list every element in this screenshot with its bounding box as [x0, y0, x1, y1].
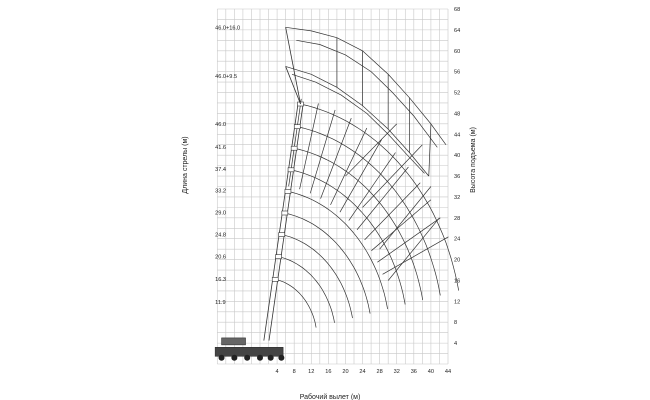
crane-chassis [215, 347, 283, 356]
boom-arc [282, 235, 353, 319]
x-tick-label: 12 [308, 369, 315, 375]
y-tick-label: 24 [454, 236, 461, 243]
jib-spoke [429, 124, 431, 176]
boom-length-label: 24.8 [215, 232, 227, 239]
y-tick-label: 60 [454, 48, 461, 55]
boom-section-joint [288, 168, 294, 172]
boom-section-joint [291, 146, 297, 150]
boom-length-label: 20.6 [215, 254, 227, 261]
boom-section-joint [272, 277, 278, 281]
boom-length-label: 33.2 [215, 188, 227, 195]
crane-wheel [219, 355, 225, 361]
y-tick-label: 8 [454, 320, 458, 327]
x-tick-label: 44 [444, 369, 452, 375]
y-tick-label: 68 [454, 7, 461, 13]
boom-angle-ray [289, 99, 302, 186]
crane-wheel [257, 355, 263, 361]
x-tick-label: 28 [376, 369, 383, 375]
boom-angle-ray [331, 128, 367, 205]
jib-curve [286, 66, 429, 176]
boom-section-joint [279, 233, 285, 237]
boom-length-label: 46.0+16.0 [215, 25, 241, 32]
x-tick-label: 8 [292, 369, 296, 375]
boom-arc [279, 257, 335, 323]
y-tick-label: 12 [454, 299, 461, 306]
y-axis-label-left: Длина стрелы (м) [182, 136, 189, 194]
y-tick-label: 56 [454, 69, 461, 76]
boom-length-label: 29.0 [215, 210, 227, 217]
boom-angle-ray [365, 183, 421, 240]
boom-angle-ray [383, 237, 449, 275]
y-tick-label: 4 [454, 341, 458, 348]
y-axis-ticks [454, 7, 460, 347]
x-tick-label: 36 [410, 369, 417, 375]
x-tick-label: 16 [325, 369, 332, 375]
y-axis-label-right: Высота подъема (м) [470, 127, 477, 193]
crane-cab [222, 338, 246, 345]
y-tick-label: 28 [454, 215, 461, 222]
boom-length-label: 16.3 [215, 276, 227, 283]
boom-length-label: 11.9 [215, 299, 226, 306]
crane-boom [264, 27, 304, 340]
boom-length-label: 41.6 [215, 144, 227, 151]
y-tick-label: 20 [454, 257, 461, 264]
y-tick-label: 16 [454, 278, 461, 285]
crane-wheel [278, 355, 284, 361]
jib-curve [296, 40, 437, 147]
x-axis-label: Рабочий вылет (м) [299, 394, 361, 400]
y-tick-label: 52 [454, 90, 461, 97]
y-tick-label: 48 [454, 111, 461, 118]
x-tick-label: 24 [359, 369, 366, 375]
y-tick-label: 36 [454, 174, 461, 181]
boom-section-joint [276, 255, 282, 259]
x-tick-label: 32 [393, 369, 400, 375]
boom-length-label: 46.0 [215, 121, 227, 128]
boom-arc [275, 279, 316, 327]
boom-length-label: 46.0+9.5 [215, 73, 238, 80]
crane-wheel [231, 355, 237, 361]
x-tick-label: 4 [275, 369, 279, 375]
grid [217, 9, 448, 364]
crane-wheel [244, 355, 250, 361]
boom-rail-left [264, 104, 298, 340]
crane-wheel [268, 355, 274, 361]
jib-curves [286, 27, 446, 280]
jib-extension-short [286, 66, 301, 104]
x-tick-label: 20 [342, 369, 349, 375]
y-tick-label: 64 [454, 27, 461, 34]
y-tick-label: 44 [454, 132, 461, 139]
x-axis-ticks [276, 369, 452, 375]
boom-rail-right [269, 104, 303, 340]
boom-section-joint [285, 189, 291, 193]
boom-section-joint [294, 125, 300, 129]
boom-length-label: 37.4 [215, 166, 227, 173]
y-tick-label: 40 [454, 153, 461, 160]
boom-section-joint [282, 211, 288, 215]
x-tick-label: 40 [427, 369, 435, 375]
y-tick-label: 32 [454, 194, 461, 201]
